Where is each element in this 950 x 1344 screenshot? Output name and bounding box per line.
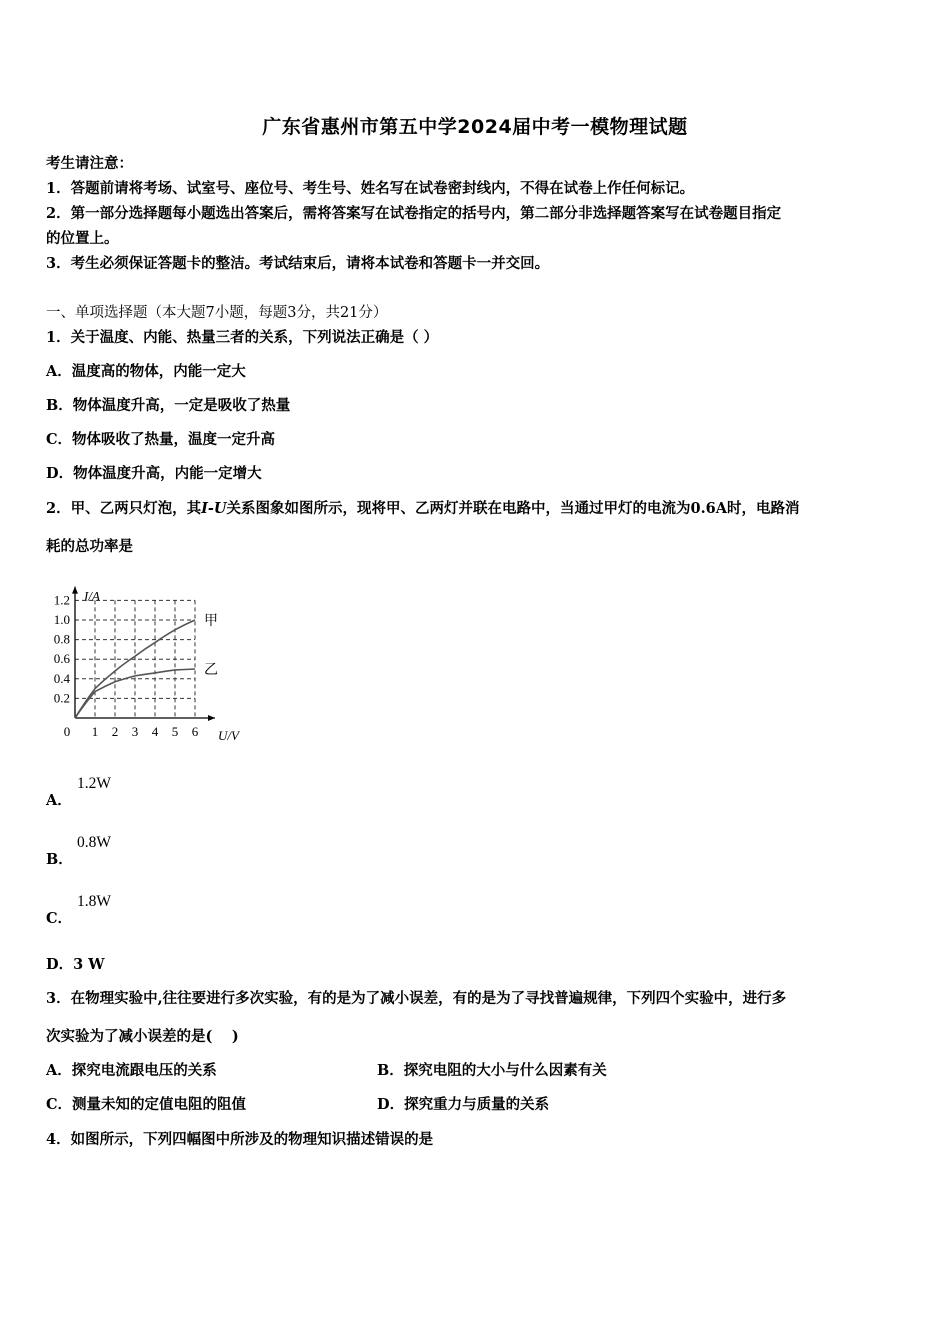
- q3-stem-cont: 次实验为了减小误差的是( ): [46, 1028, 239, 1045]
- q2-option-c-letter: C．: [46, 910, 73, 927]
- x-tick-label: 5: [171, 724, 179, 739]
- q1-option-d: D．物体温度升高，内能一定增大: [46, 465, 262, 482]
- q3-stem: 3．在物理实验中,往往要进行多次实验，有的是为了减小误差，有的是为了寻找普遍规律，下列四个实验中，进行多: [46, 990, 787, 1007]
- section-heading: 一、单项选择题（本大题7小题，每题3分，共21分）: [46, 305, 388, 321]
- q2-stem-iu: I-U: [201, 500, 227, 517]
- notice-item: 1．答题前请将考场、试室号、座位号、考生号、姓名写在试卷密封线内，不得在试卷上作任何标记。: [46, 180, 695, 197]
- series-label-0: 甲: [204, 614, 218, 629]
- y-tick-label: 0.6: [53, 651, 70, 667]
- q1-option-a: A．温度高的物体，内能一定大: [46, 363, 246, 380]
- q3-option-b: B．探究电阻的大小与什么因素有关: [377, 1062, 607, 1079]
- q2-option-c-value: 1.8W: [77, 893, 112, 910]
- y-tick-label: 1.2: [53, 592, 70, 608]
- q2-option-d-letter: D．: [46, 956, 74, 973]
- x-axis-label: U/V: [218, 728, 239, 743]
- y-axis-arrow: [72, 587, 78, 594]
- q4-stem: 4．如图所示，下列四幅图中所涉及的物理知识描述错误的是: [46, 1131, 434, 1148]
- q2-option-b-letter: B．: [46, 851, 73, 868]
- y-tick-label: 1.0: [53, 612, 70, 627]
- q3-option-a: A．探究电流跟电压的关系: [46, 1062, 217, 1079]
- q3-option-c: C．测量未知的定值电阻的阻值: [46, 1096, 247, 1113]
- notice-item: 的位置上。: [46, 230, 119, 247]
- q2-option-d-value: 3 W: [73, 956, 105, 973]
- q1-option-b: B．物体温度升高，一定是吸收了热量: [46, 397, 291, 414]
- q3-option-d: D．探究重力与质量的关系: [377, 1096, 550, 1113]
- q2-option-b-value: 0.8W: [77, 834, 112, 851]
- q2-option-a-letter: A．: [46, 792, 72, 809]
- x-tick-label: 4: [151, 724, 159, 739]
- q1-stem: 1．关于温度、内能、热量三者的关系，下列说法正确是（ ）: [46, 329, 439, 346]
- q2-stem-part: 关系图象如图所示，现将甲、乙两灯并联在电路中，当通过甲灯的电流为0.6A时，电路消: [226, 500, 800, 517]
- x-tick-label: 1: [91, 724, 99, 739]
- notice-heading: 考生请注意：: [46, 155, 133, 172]
- q2-stem-part: 2．甲、乙两只灯泡，其: [46, 500, 202, 517]
- q1-option-c: C．物体吸收了热量，温度一定升高: [46, 431, 276, 448]
- q2-stem: [46, 497, 800, 518]
- notice-item: 2．第一部分选择题每小题选出答案后，需将答案写在试卷指定的括号内，第二部分非选择题答案写在试卷题目指定: [46, 205, 782, 222]
- y-axis-label: I/A: [84, 588, 100, 604]
- series-line-0: [75, 620, 195, 718]
- x-tick-label: 6: [191, 724, 199, 739]
- page-title: 广东省惠州市第五中学2024届中考一模物理试题: [262, 116, 688, 138]
- series-label-1: 乙: [204, 663, 218, 678]
- iu-chart: [45, 565, 245, 745]
- y-tick-label: 0.4: [53, 670, 70, 686]
- x-axis-arrow: [208, 715, 215, 721]
- x-tick-label: 2: [111, 724, 119, 739]
- q2-option-a-value: 1.2W: [77, 775, 112, 792]
- q2-option-d: [46, 953, 105, 974]
- q2-stem-cont: 耗的总功率是: [46, 538, 133, 555]
- y-tick-label: 0.2: [53, 690, 70, 706]
- x-tick-label: 3: [131, 724, 139, 739]
- y-tick-label: 0.8: [53, 631, 70, 647]
- x-tick-label: 0: [63, 724, 71, 739]
- notice-item: 3．考生必须保证答题卡的整洁。考试结束后，请将本试卷和答题卡一并交回。: [46, 255, 550, 272]
